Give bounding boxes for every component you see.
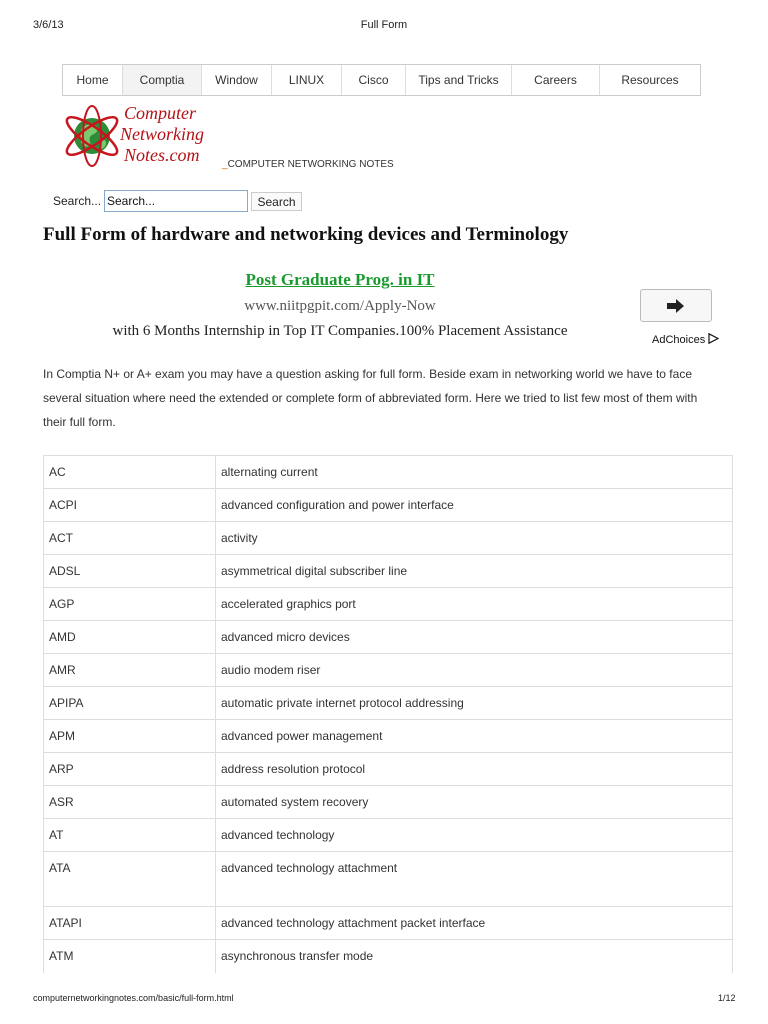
full-form-cell: asynchronous transfer mode — [216, 940, 733, 973]
site-tagline — [222, 159, 394, 170]
full-form-cell: alternating current — [216, 456, 733, 489]
ad-description: with 6 Months Internship in Top IT Companies.100% Placement Assistance — [112, 323, 568, 339]
abbreviation-cell: ATM — [44, 940, 216, 973]
full-form-cell: advanced configuration and power interface — [216, 489, 733, 522]
tagline-text: COMPUTER NETWORKING NOTES — [227, 159, 394, 170]
table-row — [44, 621, 733, 654]
abbreviation-cell: ACPI — [44, 489, 216, 522]
print-page-number: 1/12 — [718, 993, 736, 1003]
abbreviation-cell: AMR — [44, 654, 216, 687]
site-logo[interactable] — [60, 100, 230, 170]
table-row — [44, 456, 733, 489]
table-row — [44, 940, 733, 973]
full-form-cell: address resolution protocol — [216, 753, 733, 786]
ad-title-link[interactable]: Post Graduate Prog. in IT — [245, 270, 435, 289]
adchoices-link[interactable] — [652, 333, 719, 346]
table-row — [44, 852, 733, 907]
table-row — [44, 753, 733, 786]
ad-go-button[interactable] — [640, 289, 712, 322]
full-form-table — [43, 455, 733, 973]
adchoices-icon — [708, 333, 719, 344]
abbreviation-cell: ADSL — [44, 555, 216, 588]
table-row — [44, 786, 733, 819]
full-form-cell: advanced power management — [216, 720, 733, 753]
table-row — [44, 687, 733, 720]
adchoices-label: AdChoices — [652, 334, 706, 346]
table-row — [44, 555, 733, 588]
abbreviation-cell: ASR — [44, 786, 216, 819]
abbreviation-cell: ATA — [44, 852, 216, 907]
full-form-cell: advanced technology — [216, 819, 733, 852]
nav-cisco[interactable]: Cisco — [342, 65, 406, 95]
tagline-prefix: _ — [222, 159, 228, 170]
full-form-cell: activity — [216, 522, 733, 555]
search-input[interactable] — [104, 190, 248, 212]
table-row — [44, 819, 733, 852]
full-form-cell: automated system recovery — [216, 786, 733, 819]
table-row — [44, 489, 733, 522]
intro-paragraph: In Comptia N+ or A+ exam you may have a question asking for full form. Beside exam in networking world we have to face several situation where need the extended or complete form of abbreviated form. Here we tried to list few most of them with their full form. — [43, 367, 698, 429]
table-row — [44, 522, 733, 555]
print-date: 3/6/13 — [33, 19, 64, 31]
logo-text — [120, 103, 204, 166]
logo-line-3: Notes.com — [124, 145, 200, 165]
search-label: Search... — [53, 194, 102, 208]
search-button[interactable]: Search — [251, 192, 302, 211]
top-nav — [62, 64, 701, 96]
full-form-cell: automatic private internet protocol addressing — [216, 687, 733, 720]
full-form-cell: advanced micro devices — [216, 621, 733, 654]
table-row — [44, 907, 733, 940]
abbreviation-cell: AGP — [44, 588, 216, 621]
full-form-cell: asymmetrical digital subscriber line — [216, 555, 733, 588]
logo-line-2: Networking — [120, 124, 204, 144]
abbreviation-cell: APM — [44, 720, 216, 753]
print-footer-url: computernetworkingnotes.com/basic/full-form.html — [33, 993, 234, 1003]
abbreviation-cell: AT — [44, 819, 216, 852]
arrow-right-icon — [667, 299, 685, 313]
abbreviation-cell: ACT — [44, 522, 216, 555]
nav-tips-and-tricks[interactable]: Tips and Tricks — [406, 65, 512, 95]
abbreviation-cell: APIPA — [44, 687, 216, 720]
globe-logo-icon — [60, 100, 124, 170]
full-form-cell: advanced technology attachment — [216, 852, 733, 907]
ad-url-link[interactable]: www.niitpgpit.com/Apply-Now — [244, 298, 436, 314]
nav-resources[interactable]: Resources — [621, 73, 679, 87]
full-form-cell: audio modem riser — [216, 654, 733, 687]
nav-window[interactable]: Window — [202, 65, 272, 95]
nav-comptia[interactable]: Comptia — [123, 65, 202, 95]
table-row — [44, 654, 733, 687]
abbreviation-cell: AMD — [44, 621, 216, 654]
abbreviation-cell: ATAPI — [44, 907, 216, 940]
table-row — [44, 588, 733, 621]
abbreviation-cell: AC — [44, 456, 216, 489]
nav-linux[interactable]: LINUX — [272, 65, 342, 95]
nav-home[interactable]: Home — [63, 65, 123, 95]
print-title: Full Form — [360, 19, 408, 31]
abbreviation-cell: ARP — [44, 753, 216, 786]
full-form-cell: advanced technology attachment packet interface — [216, 907, 733, 940]
full-form-cell: accelerated graphics port — [216, 588, 733, 621]
nav-careers[interactable]: Careers — [512, 65, 600, 95]
page-title: Full Form of hardware and networking devices and Terminology — [43, 224, 569, 245]
table-row — [44, 720, 733, 753]
logo-line-1: Computer — [124, 103, 196, 123]
